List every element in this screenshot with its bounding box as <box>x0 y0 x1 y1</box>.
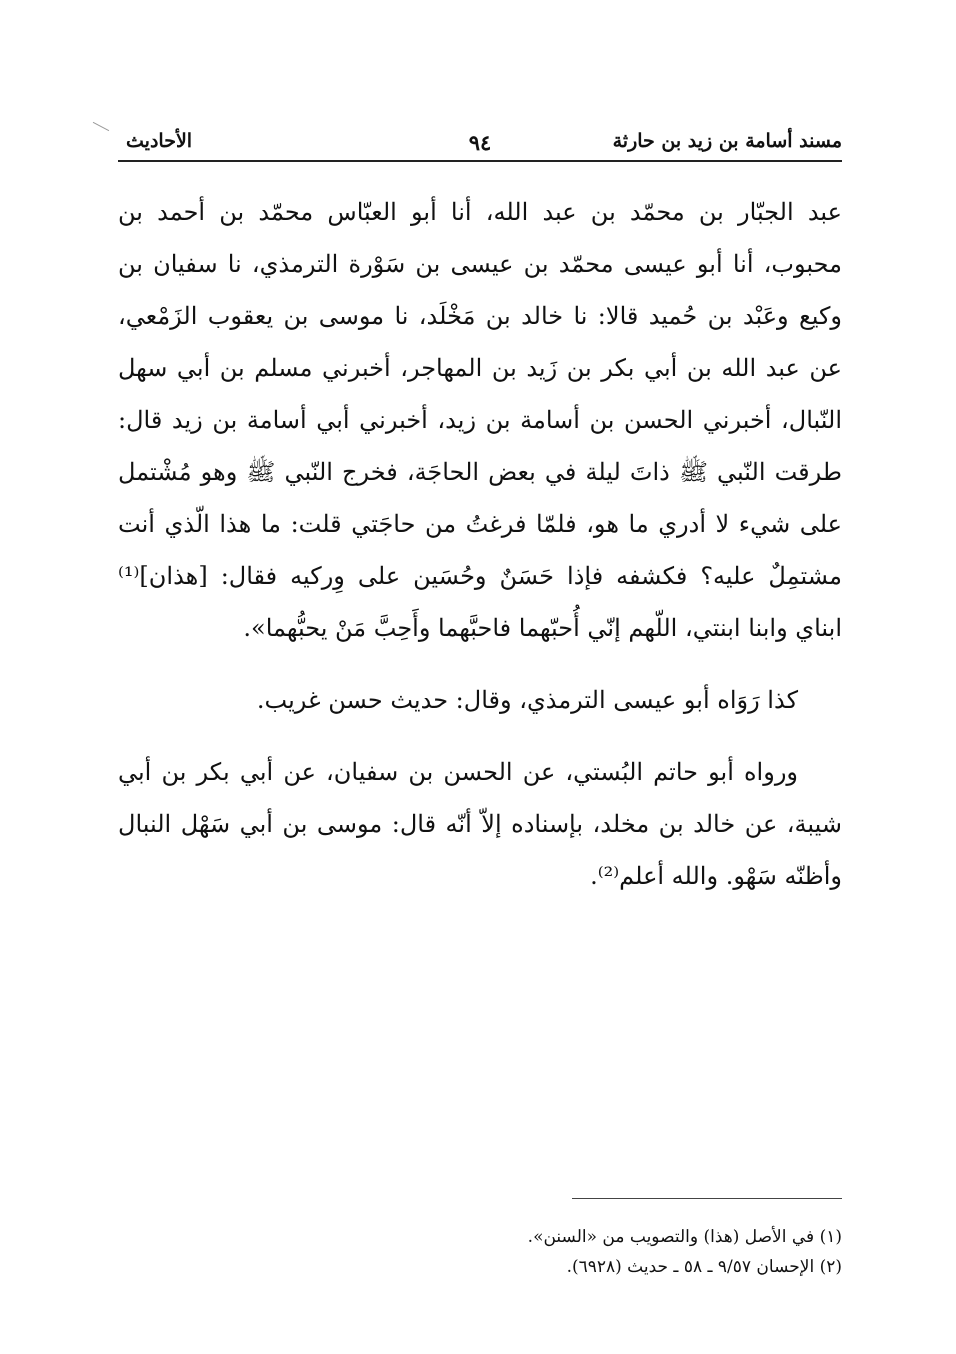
footnotes <box>118 1222 842 1282</box>
hadith-paragraph: عبد الجبّار بن محمّد بن عبد الله، أنا أبو العبّاس محمّد بن أحمد بن محبوب، أنا أبو عيسى محمّد بن عيسى بن سَوْرة الترمذي، نا سفيان بن وكيع وعَبْد بن حُميد قالا: نا خالد بن مَخْلَد، نا موسى بن يعقوب الزَمْعي، عن عبد الله بن أبي بكر بن زَيد بن المهاجر، أخبرني مسلم بن أبي سهل النّبال، أخبرني الحسن بن أسامة بن زيد، أخبرني أبي أسامة بن زيد قال: طرقت النّبي ﷺ ذاتَ ليلة في بعض الحاجَة، فخرج النّبي ﷺ وهو مُشْتمل على شيء لا أدري ما هو، فلمّا فرغتُ من حاجَتي قلت: ما هذا الّذي أنت مشتمِلٌ عليه؟ فكشفه فإذا حَسَنٌ وحُسَين على وِركيه فقال: [هذان]⁽¹⁾ ابناي وابنا ابنتي، اللّهم إنّي أُحبّهما فاحبَّهما وأَحِبَّ مَنْ يحبُّهما». <box>118 198 842 642</box>
footnote-separator <box>572 1198 842 1199</box>
header-rule <box>118 160 842 162</box>
book-title: مسند أسامة بن زيد بن حارثة <box>612 130 842 152</box>
main-text <box>118 186 842 922</box>
section-title: الأحاديث <box>126 130 193 152</box>
footnote-1: (١) في الأصل (هذا) والتصويب من «السنن». <box>527 1227 842 1247</box>
page-corner-mark <box>93 122 109 131</box>
narration-note-paragraph: ورواه أبو حاتم البُستي، عن الحسن بن سفيان، عن أبي بكر بن أبي شيبة، عن خالد بن مخلد، بإسناده إلاّ أنّه قال: موسى بن أبي سَهْل النبال وأظنّه سَهْو. والله أعلم⁽²⁾. <box>118 758 842 890</box>
commentary-paragraph: كذا رَوَاه أبو عيسى الترمذي، وقال: حديث حسن غريب. <box>256 686 798 714</box>
footnote-2: (٢) الإحسان ٩/٥٧ ـ ٥٨ ـ حديث (٦٩٢٨). <box>566 1257 842 1277</box>
page-header <box>118 118 842 158</box>
page-number: ٩٤ <box>468 130 492 155</box>
